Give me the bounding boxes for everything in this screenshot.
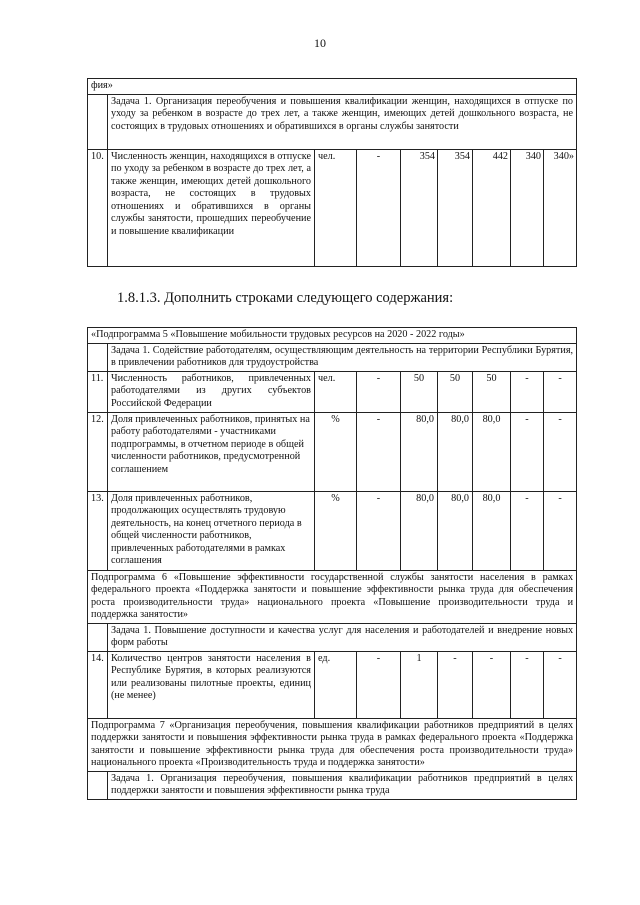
indicator-name: Количество центров занятости населения в Республике Бурятия, в которых реализуются или реализованы пилотные проекты, единиц (не менее) [108, 651, 315, 718]
value-cell: 50 [438, 371, 473, 412]
value-cell: 80,0 [401, 491, 438, 570]
value-cell: - [544, 371, 577, 412]
table-row [88, 623, 577, 651]
empty-cell [88, 623, 108, 651]
row-number: 14. [88, 651, 108, 718]
unit-cell: чел. [315, 149, 357, 266]
unit-cell: чел. [315, 371, 357, 412]
unit-cell: % [315, 491, 357, 570]
value-cell: - [357, 651, 401, 718]
empty-cell [88, 343, 108, 371]
page-number: 10 [314, 36, 326, 50]
value-cell: - [511, 651, 544, 718]
section-heading: 1.8.1.3. Дополнить строками следующего содержания: [117, 290, 454, 306]
value-cell: 1 [401, 651, 438, 718]
row-number: 10. [88, 149, 108, 266]
table-row [88, 412, 577, 491]
value-cell: - [357, 491, 401, 570]
subprogram-5-title: «Подпрограмма 5 «Повышение мобильности трудовых ресурсов на 2020 - 2022 годы» [88, 328, 577, 344]
indicators-table-top [87, 78, 577, 267]
value-cell: - [438, 651, 473, 718]
value-cell: 340» [544, 149, 577, 266]
value-cell: 340 [511, 149, 544, 266]
unit-cell: % [315, 412, 357, 491]
indicator-name: Доля привлеченных работников, продолжающих осуществлять трудовую деятельность, на конец отчетного периода в общей численности работников, привлеченных работодателями в рамках соглашения [108, 491, 315, 570]
row-number: 12. [88, 412, 108, 491]
value-cell: 354 [401, 149, 438, 266]
value-cell: 80,0 [473, 412, 511, 491]
subprogram-7-title: Подпрограмма 7 «Организация переобучения, повышения квалификации работников предприятий в целях поддержки занятости и повышения эффективности рынка труда в рамках федерального проекта «Поддержка занятости и повышение эффективности рынка труда для обеспечения роста производительности труда» национального проекта «Производительность труда и поддержка занятости» [88, 718, 577, 771]
value-cell: - [544, 412, 577, 491]
empty-cell [88, 771, 108, 799]
table-row [88, 343, 577, 371]
value-cell: - [511, 371, 544, 412]
value-cell: 50 [473, 371, 511, 412]
value-cell: - [357, 371, 401, 412]
row-number: 13. [88, 491, 108, 570]
subprogram-6-task: Задача 1. Повышение доступности и качества услуг для населения и работодателей и внедрение новых форм работы [108, 623, 577, 651]
table-row [88, 328, 577, 344]
value-cell: - [511, 491, 544, 570]
table-row [88, 149, 577, 266]
indicator-name: Доля привлеченных работников, принятых на работу работодателями - участниками подпрограммы, в отчетном периоде в общей численности работников, предусмотренной соглашением [108, 412, 315, 491]
value-cell: 80,0 [438, 412, 473, 491]
subprogram-5-task: Задача 1. Содействие работодателям, осуществляющим деятельность на территории Республики Бурятия, в привлечении работников для трудоустройства [108, 343, 577, 371]
value-cell: - [473, 651, 511, 718]
table-row [88, 771, 577, 799]
indicators-table-main [87, 327, 577, 800]
table-row [88, 570, 577, 623]
empty-cell [88, 94, 108, 149]
task-cell: Задача 1. Организация переобучения и повышения квалификации женщин, находящихся в отпуске по уходу за ребенком в возрасте до трех лет, а также женщин, имеющих детей дошкольного возраста, не состоящих в трудовых отношениях и обратившихся в органы службы занятости [108, 94, 577, 149]
table-row [88, 79, 577, 95]
value-cell: 354 [438, 149, 473, 266]
value-cell: 50 [401, 371, 438, 412]
subprogram-7-task: Задача 1. Организация переобучения, повышения квалификации работников предприятий в целях поддержки занятости и повышения эффективности рынка труда [108, 771, 577, 799]
subprogram-6-title: Подпрограмма 6 «Повышение эффективности государственной службы занятости населения в рамках федерального проекта «Поддержка занятости и повышение эффективности рынка труда для обеспечения роста производительности труда» национального проекта «Повышение производительности труда и поддержка занятости» [88, 570, 577, 623]
table-row [88, 94, 577, 149]
value-cell: - [544, 491, 577, 570]
value-cell: - [357, 149, 401, 266]
indicator-name: Численность работников, привлеченных работодателями из других субъектов Российской Федерации [108, 371, 315, 412]
continuation-cell: фия» [88, 79, 577, 95]
value-cell: 80,0 [438, 491, 473, 570]
table-row [88, 491, 577, 570]
value-cell: - [511, 412, 544, 491]
value-cell: - [544, 651, 577, 718]
row-number: 11. [88, 371, 108, 412]
value-cell: 80,0 [473, 491, 511, 570]
table-row [88, 371, 577, 412]
value-cell: 442 [473, 149, 511, 266]
table-row [88, 718, 577, 771]
table-row [88, 651, 577, 718]
indicator-name: Численность женщин, находящихся в отпуске по уходу за ребенком в возрасте до трех лет, а также женщин, имеющих детей дошкольного возраста, не состоящих в трудовых отношениях и обратившихся в органы службы занятости, прошедших переобучение и повышение квалификации [108, 149, 315, 266]
unit-cell: ед. [315, 651, 357, 718]
value-cell: 80,0 [401, 412, 438, 491]
value-cell: - [357, 412, 401, 491]
